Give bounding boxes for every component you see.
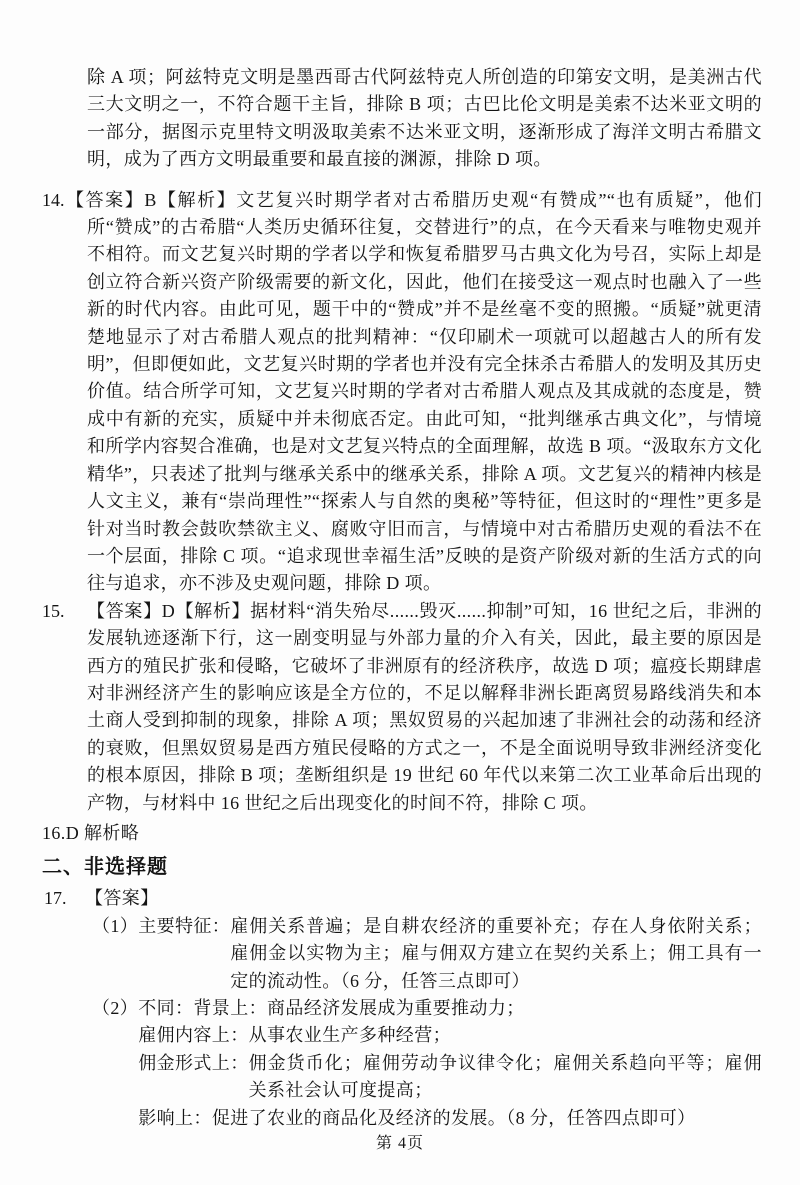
item-14-number: 14.	[42, 189, 65, 210]
part2-line-background	[138, 995, 762, 1022]
answer-17-part2	[92, 995, 762, 1132]
part2-line-background-label: 不同：背景上：	[138, 998, 268, 1018]
answer-item-14	[42, 187, 762, 598]
page-number: 第 4页	[375, 1134, 424, 1152]
item-17-answer-label: 【答案】	[85, 888, 159, 909]
paragraph-item13-continuation: 除 A 项；阿兹特克文明是墨西哥古代阿兹特克人所创造的印第安文明，是美洲古代三大文明之一，不符合题干主旨，排除 B 项；古巴比伦文明是美索不达米亚文明的一部分，据图示克里特文明汲取美索不达米亚文明，逐渐形成了海洋文明古希腊文明，成为了西方文明最重要和最直接的渊源，排除 D 项。	[87, 67, 762, 170]
part1-lead: 主要特征：	[138, 915, 231, 936]
item-14-text: 【答案】B【解析】文艺复兴时期学者对古希腊历史观“有赞成”“也有质疑”，他们所“赞成”的古希腊“人类历史循环往复，交替进行”的点，在今天看来与唯物史观并不相符。而文艺复兴时期的学者以学和恢复希腊罗马古典文化为号召，实际上却是创立符合新兴资产阶级需要的新文化，因此，他们在接受这一观点时也融入了一些新的时代内容。由此可见，题干中的“赞成”并不是丝毫不变的照搬。“质疑”就更清楚地显示了对古希腊人观点的批判精神：“仅印刷术一项就可以超越古人的所有发明”，但即便如此，文艺复兴时期的学者也并没有完全抹杀古希腊人的发明及其历史价值。结合所学可知，文艺复兴时期的学者对古希腊人观点及其成就的态度是，赞成中有新的充实，质疑中并未彻底否定。由此可知，“批判继承古典文化”，与情境和所学内容契合准确，也是对文艺复兴特点的全面理解，故选 B 项。“汲取东方文化精华”，只表述了批判与继承关系中的继承关系，排除 A 项。文艺复兴的精神内核是人文主义，兼有“崇尚理性”“探索人与自然的奥秘”等特征，但这时的“理性”更多是针对当时教会鼓吹禁欲主义、腐败守旧而言，与情境中对古希腊历史观的看法不在一个层面，排除 C 项。“追求现世幸福生活”反映的是资产阶级对新的生活方式的向往与追求，亦不涉及史观问题，排除 D 项。	[66, 189, 762, 594]
part2-label: （2）	[92, 998, 139, 1018]
answer-item-16: 16.D 解析略	[42, 822, 140, 843]
answer-17-part1	[92, 913, 762, 995]
part2-line-content-text: 从事农业生产多种经营；	[248, 1025, 452, 1046]
part2-line-background-text: 商品经济发展成为重要推动力；	[267, 998, 525, 1018]
part2-line-wage-form-text: 佣金货币化；雇佣劳动争议律令化；雇佣关系趋向平等；雇佣关系社会认可度提高；	[248, 1052, 762, 1101]
item-17-number: 17.	[44, 888, 67, 909]
part2-lines	[138, 995, 762, 1132]
part2-line-impact-text: 促进了农业的商品化及经济的发展。（8 分，任答四点即可）	[211, 1107, 696, 1128]
part2-line-wage-form	[138, 1050, 762, 1105]
item-15-number: 15.	[42, 600, 65, 621]
part1-text: 雇佣关系普遍；是自耕农经济的重要补充；存在人身依附关系；雇佣金以实物为主；雇与佣双方建立在契约关系上；佣工具有一定的流动性。（6 分，任答三点即可）	[230, 915, 762, 991]
part2-line-impact	[138, 1105, 762, 1132]
answer-item-15	[42, 598, 762, 817]
item-15-text: 【答案】D【解析】据材料“消失殆尽......毁灭......抑制”可知，16 世纪之后，非洲的发展轨迹逐渐下行，这一剧变明显与外部力量的介入有关，因此，最主要的原因是西方的殖民扩张和侵略，它破坏了非洲原有的经济秩序，故选 D 项；瘟疫长期肆虐对非洲经济产生的影响应该是全方位的，不足以解释非洲长距离贸易路线消失和本土商人受到抑制的现象，排除 A 项；黑奴贸易的兴起加速了非洲社会的动荡和经济的衰败，但黑奴贸易是西方殖民侵略的方式之一，不是全面说明导致非洲经济变化的根本原因，排除 B 项；垄断组织是 19 世纪 60 年代以来第二次工业革命后出现的产物，与材料中 16 世纪之后出现变化的时间不符，排除 C 项。	[87, 600, 762, 813]
part2-line-impact-label: 影响上：	[138, 1107, 212, 1128]
part2-line-content	[138, 1022, 762, 1049]
part2-line-content-label: 雇佣内容上：	[138, 1025, 249, 1046]
answer-item-17-header	[42, 885, 762, 912]
section-heading-non-choice: 二、非选择题	[42, 856, 168, 879]
part2-line-wage-form-label: 佣金形式上：	[138, 1052, 249, 1073]
part1-label: （1）	[92, 915, 139, 936]
